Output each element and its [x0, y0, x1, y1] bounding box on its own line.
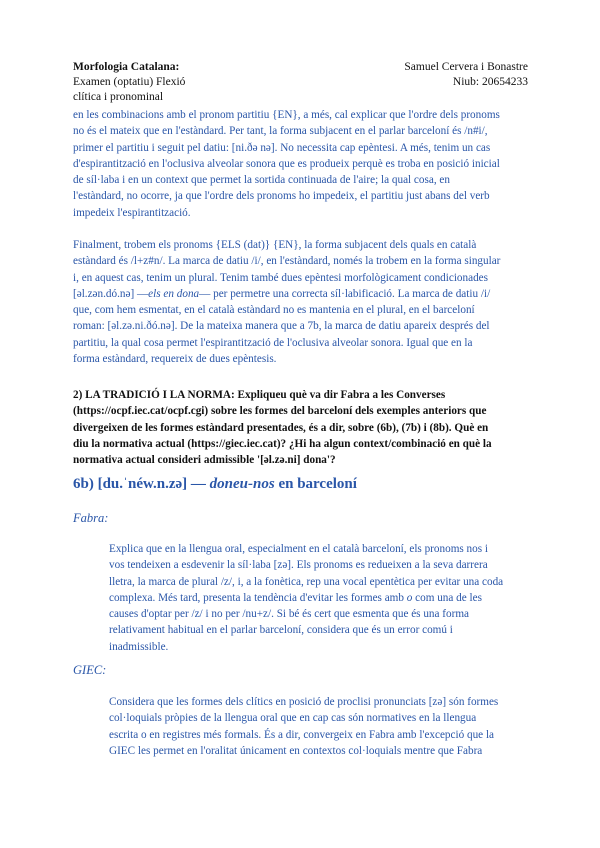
- text-fragment: complexa. Més tard, presenta la tendència d'evitar les formes amb: [109, 591, 404, 604]
- paragraph-2: [73, 237, 530, 367]
- question-line: normativa actual consideri admissible '[əl.zə.ni] dona'?: [73, 454, 336, 467]
- text-line: GIEC les permet en l'oralitat únicament en contextos col·loquials mentre que Fabra: [109, 744, 483, 757]
- giec-paragraph: [109, 694, 528, 759]
- text-line: partitiu, la qual cosa permet l'espirantització de l'oclusiva alveolar sonora. Igual que en la: [73, 336, 473, 349]
- heading-italic: doneu-nos: [209, 476, 275, 492]
- text-fragment: — per permetre una correcta síl·labificació. La marca de datiu /i/: [199, 287, 491, 300]
- text-line: forma estàndard, requereix de dues epèntesis.: [73, 353, 277, 366]
- author-name: Samuel Cervera i Bonastre: [404, 61, 528, 73]
- exam-subtitle-2: clítica i pronominal: [73, 91, 164, 103]
- question-line: divergeixen de les formes estàndard presentades, és a dir, sobre (6b), (7b) i (8b). Què en: [73, 421, 489, 434]
- heading-prefix: 6b) [du.ˈnéw.n.zə] —: [73, 476, 206, 492]
- text-line: i, en aquest cas, tenim un plural. Tenim també dues epèntesi morfològicament condicionades: [73, 271, 489, 284]
- text-fragment: com una de les: [415, 591, 482, 604]
- course-title: Morfologia Catalana:: [73, 61, 180, 73]
- student-id: Niub: 20654233: [452, 76, 528, 88]
- text-line: Finalment, trobem els pronoms {ELS (dat)} {EN}, la forma subjacent dels quals en català: [73, 239, 477, 251]
- text-line: escrita o en registres més formals. És a dir, convergeix en Fabra amb l'excepció que la: [109, 728, 495, 741]
- text-line: en les combinacions amb el pronom partitiu {EN}, a més, cal explicar que l'ordre dels pronoms: [73, 109, 500, 121]
- header-left: [73, 60, 273, 105]
- text-line: estàndard és /l+z#n/. La marca de datiu /i/, en l'estàndard, només la trobem en la forma singular: [73, 255, 501, 268]
- text-line: causes d'optar per /z/ i no per /nu+z/. Si bé és cert que esmenta que és una forma: [109, 608, 469, 621]
- italic-letter: o: [406, 591, 413, 604]
- text-line: l'estàndard, no ocorre, ja que l'ordre dels pronoms ho impedeix, el partitiu just abans del verb: [73, 190, 490, 203]
- header-right: [404, 60, 528, 90]
- text-line: que, com hem esmentat, en el català estàndard no es mantenia en el plural, en el barceloní: [73, 304, 475, 317]
- text-line: roman: [əl.zə.ni.ðó.nə]. De la mateixa manera que a 7b, la marca de datiu apareix després del: [73, 320, 490, 333]
- text-line: col·loquials pròpies de la llengua oral que en cap cas són normatives en la llengua: [109, 712, 477, 725]
- question-line: diu la normativa actual (https://giec.iec.cat)? ¿Hi ha algun context/combinació en què la: [73, 437, 492, 450]
- heading-suffix: en barceloní: [278, 476, 357, 492]
- text-line: Considera que les formes dels clítics en posició de proclisi pronunciats [zə] són formes: [109, 696, 499, 708]
- section-heading: [73, 476, 357, 493]
- text-line: Explica que en la llengua oral, especialment en el català barceloní, els pronoms nos i: [109, 543, 488, 555]
- fabra-paragraph: [109, 541, 528, 655]
- paragraph-1: [73, 107, 530, 221]
- fabra-label: Fabra:: [73, 511, 109, 525]
- text-line-mixed: [73, 286, 530, 302]
- text-line-mixed: [109, 590, 528, 606]
- text-line: lletra, la marca de plural /z/, i, a la fonètica, rep una vocal epentètica per evitar una coda: [109, 575, 504, 588]
- gloss-italic: els en dona: [148, 287, 200, 300]
- text-line: vos tendeixen a esdevenir la síl·laba [zə]. Els pronoms es redueixen a la seva darrera: [109, 559, 488, 572]
- text-line: inadmissible.: [109, 640, 169, 653]
- question-line: (https://ocpf.iec.cat/ocpf.cgi) sobre les formes del barceloní dels exemples anteriors que: [73, 405, 487, 418]
- transcription: [əl.zən.dó.nə] —: [73, 287, 149, 300]
- text-line: no és el mateix que en l'estàndard. Per tant, la forma subjacent en el parlar barceloní és /n#i/,: [73, 125, 488, 138]
- text-line: d'espirantització en l'oclusiva alveolar sonora que es produeix perquè es troba en posició inicial: [73, 157, 500, 170]
- text-line: de síl·laba i en un context que permet la sortida continuada de l'aire; la qual cosa, en: [73, 174, 450, 187]
- text-line: primer el partitiu i seguit pel datiu: [ni.ðə nə]. No necessita cap epèntesi. A més, tenim un cas: [73, 141, 491, 154]
- text-line: relativament habitual en el parlar barceloní, considera que és un error comú i: [109, 624, 453, 637]
- giec-label: GIEC:: [73, 663, 107, 677]
- exam-subtitle-1: Examen (optatiu) Flexió: [73, 76, 186, 88]
- question-2: [73, 387, 530, 468]
- question-line: 2) LA TRADICIÓ I LA NORMA: Expliqueu què va dir Fabra a les Converses: [73, 389, 446, 401]
- text-line: impedeix l'espirantització.: [73, 206, 191, 219]
